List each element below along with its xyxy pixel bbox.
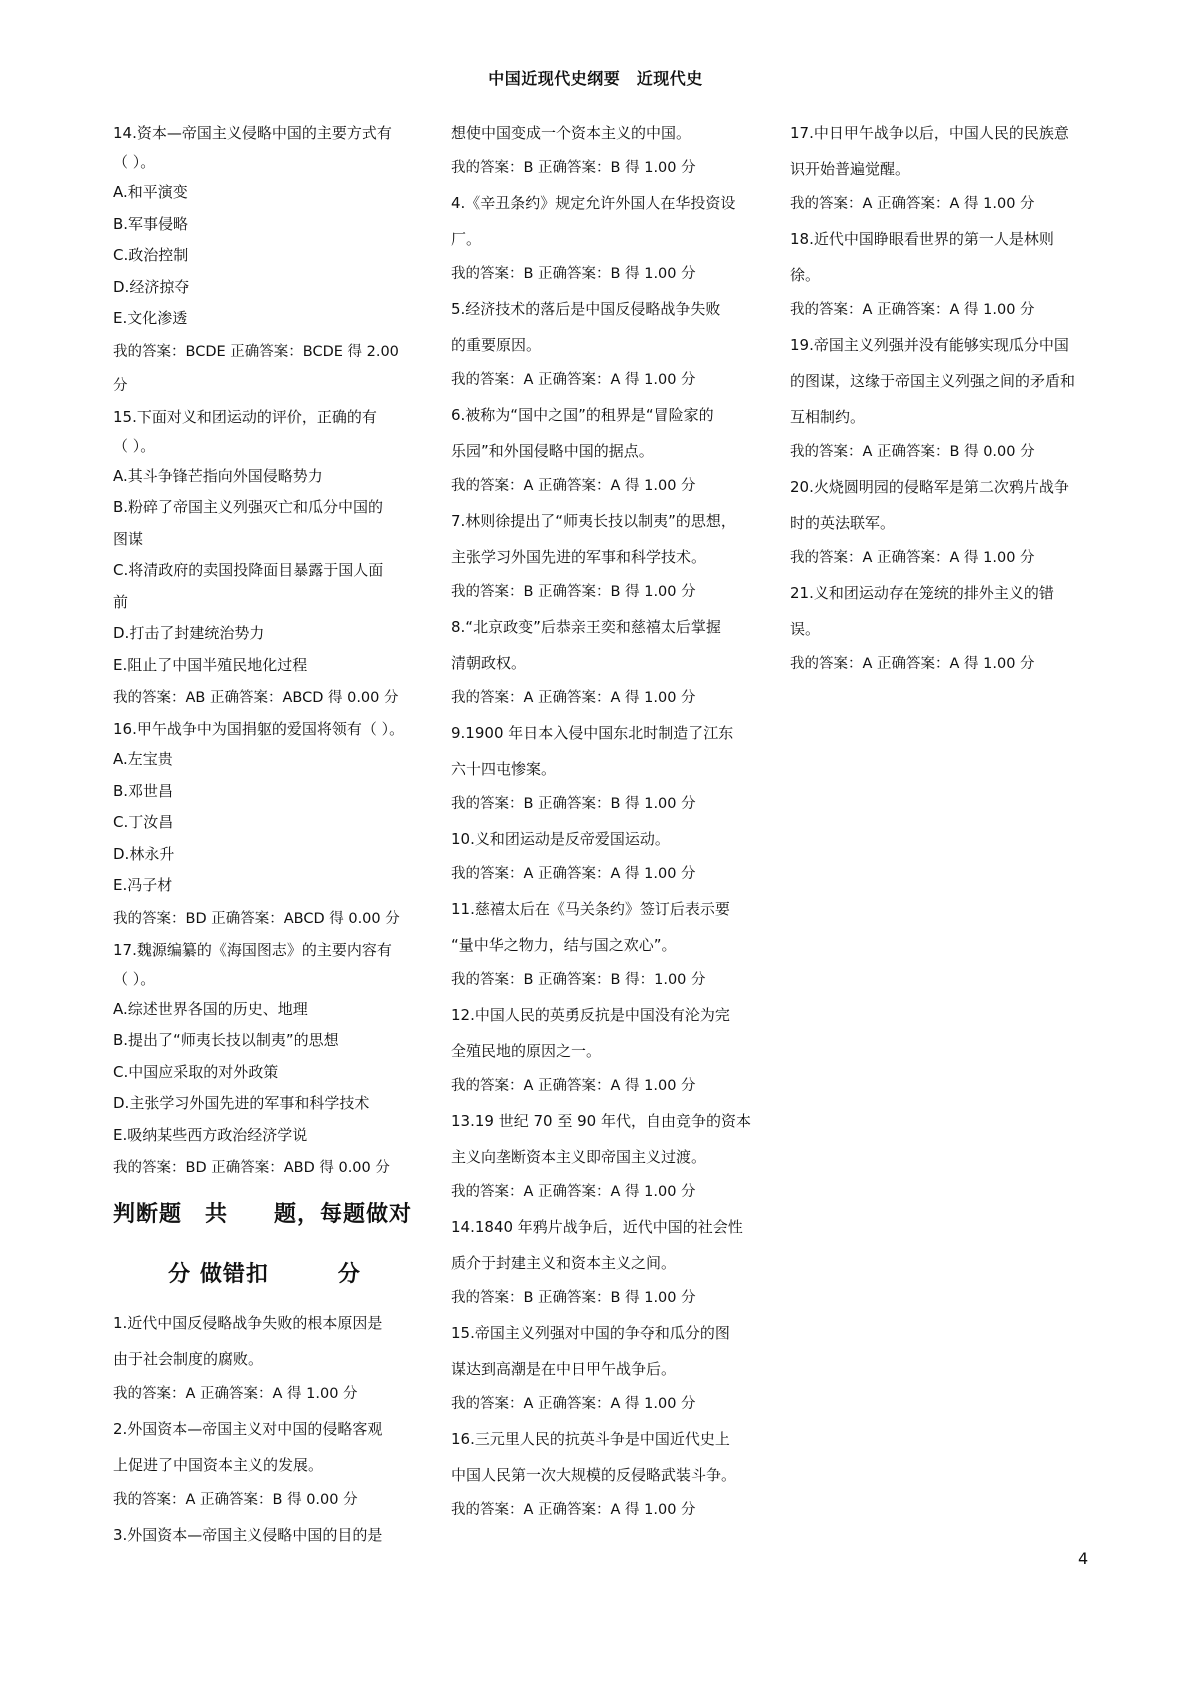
option: C.将清政府的卖国投降面目暴露于国人面 [113, 561, 384, 579]
question-stem: 14.资本—帝国主义侵略中国的主要方式有 [113, 124, 392, 142]
answer-line: 我的答案：A 正确答案：B 得 0.00 分 [790, 444, 1035, 460]
question-text: 19.帝国主义列强并没有能够实现瓜分中国 [790, 336, 1069, 354]
answer-line: 我的答案：A 正确答案：A 得 1.00 分 [451, 1184, 696, 1200]
option: 图谋 [113, 529, 144, 548]
question-text: 6.被称为“国中之国”的租界是“冒险家的 [451, 406, 714, 424]
question-text: 21.义和团运动存在笼统的排外主义的错 [790, 584, 1054, 602]
question-15 [113, 403, 416, 716]
question-text: 18.近代中国睁眼看世界的第一人是林则 [790, 230, 1054, 248]
option: E.吸纳某些西方政治经济学说 [113, 1125, 308, 1144]
question-text: 5.经济技术的落后是中国反侵略战争失败 [451, 300, 721, 318]
page-number: 4 [1078, 1549, 1089, 1568]
judgment-15 [451, 1315, 757, 1421]
question-text: 9.1900 年日本入侵中国东北时制造了江东 [451, 724, 734, 742]
question-text: 清朝政权。 [451, 654, 527, 672]
option: A.左宝贵 [113, 750, 173, 768]
judgment-1 [113, 1305, 416, 1411]
answer-line: 我的答案：B 正确答案：B 得：1.00 分 [451, 972, 706, 988]
question-text: 厂。 [451, 230, 482, 248]
question-text: 8.“北京政变”后恭亲王奕和慈禧太后掌握 [451, 618, 721, 636]
question-text: 16.三元里人民的抗英斗争是中国近代史上 [451, 1430, 730, 1448]
question-text: “量中华之物力，结与国之欢心”。 [451, 936, 677, 954]
answer-line: 我的答案：A 正确答案：A 得 1.00 分 [790, 656, 1035, 672]
option: A.综述世界各国的历史、地理 [113, 999, 308, 1018]
question-text: 质介于封建主义和资本主义之间。 [451, 1254, 677, 1272]
option: A.其斗争锋芒指向外国侵略势力 [113, 466, 323, 485]
option: B.军事侵略 [113, 214, 189, 233]
judgment-12 [451, 997, 757, 1103]
answer-line: 我的答案：A 正确答案：B 得 0.00 分 [113, 1492, 358, 1508]
question-text: 乐园”和外国侵略中国的据点。 [451, 442, 654, 460]
question-text: 11.慈禧太后在《马关条约》签订后表示要 [451, 900, 730, 918]
column-right [790, 124, 1090, 681]
question-text: 20.火烧圆明园的侵略军是第二次鸦片战争 [790, 478, 1069, 496]
option: B.粉碎了帝国主义列强灭亡和瓜分中国的 [113, 498, 384, 516]
option: E.冯子材 [113, 876, 173, 894]
question-text: 上促进了中国资本主义的发展。 [113, 1456, 324, 1474]
judgment-16 [451, 1421, 757, 1527]
judgment-5 [451, 291, 757, 397]
question-text: 中国人民第一次大规模的反侵略武装斗争。 [451, 1466, 737, 1484]
judgment-11 [451, 891, 757, 997]
answer-line: 我的答案：A 正确答案：A 得 1.00 分 [790, 302, 1035, 318]
answer-line: 我的答案：AB 正确答案：ABCD 得 0.00 分 [113, 690, 399, 706]
judgment-13 [451, 1103, 757, 1209]
question-text: 谋达到高潮是在中日甲午战争后。 [451, 1360, 677, 1378]
judgment-6 [451, 397, 757, 503]
question-stem: （ ）。 [113, 153, 156, 171]
judgment-19 [790, 327, 1090, 469]
answer-line: 我的答案：A 正确答案：A 得 1.00 分 [451, 1502, 696, 1518]
question-text: 4.《辛丑条约》规定允许外国人在华投资设 [451, 194, 736, 212]
question-stem: （ ）。 [113, 436, 156, 455]
column-middle [451, 124, 757, 1527]
question-text: 全殖民地的原因之一。 [451, 1042, 602, 1060]
answer-line: 我的答案：B 正确答案：B 得 1.00 分 [451, 584, 696, 600]
option: D.主张学习外国先进的军事和科学技术 [113, 1094, 370, 1112]
question-text: 13.19 世纪 70 至 90 年代，自由竞争的资本 [451, 1112, 751, 1130]
column-left [113, 119, 416, 1553]
judgment-3-cont [451, 115, 757, 185]
question-text: 2.外国资本—帝国主义对中国的侵略客观 [113, 1420, 383, 1438]
question-17 [113, 936, 416, 1186]
answer-line: 分 [113, 377, 128, 394]
question-text: 14.1840 年鸦片战争后，近代中国的社会性 [451, 1218, 743, 1236]
section-title-line: 分 做错扣 分 [168, 1262, 361, 1287]
question-16 [113, 715, 416, 936]
question-stem: 17.魏源编纂的《海国图志》的主要内容有 [113, 940, 392, 959]
question-text: 12.中国人民的英勇反抗是中国没有沦为完 [451, 1006, 730, 1024]
question-14 [113, 119, 416, 403]
question-text: 主义向垄断资本主义即帝国主义过渡。 [451, 1148, 707, 1166]
option: D.打击了封建统治势力 [113, 624, 265, 642]
option: C.政治控制 [113, 246, 189, 264]
judgment-20 [790, 469, 1090, 575]
option: E.文化渗透 [113, 309, 188, 327]
judgment-4 [451, 185, 757, 291]
judgment-17 [790, 115, 1090, 221]
option: D.经济掠夺 [113, 277, 190, 296]
answer-line: 我的答案：B 正确答案：B 得 1.00 分 [451, 796, 696, 812]
question-text: 徐。 [790, 266, 821, 284]
option: C.中国应采取的对外政策 [113, 1062, 279, 1081]
answer-line: 我的答案：A 正确答案：A 得 1.00 分 [790, 550, 1035, 566]
judgment-7 [451, 503, 757, 609]
question-text: 1.近代中国反侵略战争失败的根本原因是 [113, 1314, 383, 1332]
judgment-14 [451, 1209, 757, 1315]
question-text: 想使中国变成一个资本主义的中国。 [451, 124, 692, 142]
answer-line: 我的答案：A 正确答案：A 得 1.00 分 [790, 196, 1035, 212]
question-text: 误。 [790, 620, 821, 638]
question-stem: （ ）。 [113, 969, 156, 988]
page-header: 中国近现代史纲要 近现代史 [488, 69, 703, 88]
question-text: 互相制约。 [790, 408, 866, 426]
question-text: 15.帝国主义列强对中国的争夺和瓜分的图 [451, 1324, 730, 1342]
section-title-line: 判断题 共 题，每题做对 [113, 1202, 413, 1227]
judgment-8 [451, 609, 757, 715]
question-text: 的图谋，这缘于帝国主义列强之间的矛盾和 [790, 372, 1076, 390]
answer-line: 我的答案：A 正确答案：A 得 1.00 分 [451, 1078, 696, 1094]
judgment-10 [451, 821, 757, 891]
option: D.林永升 [113, 844, 175, 863]
question-text: 3.外国资本—帝国主义侵略中国的目的是 [113, 1526, 383, 1544]
answer-line: 我的答案：B 正确答案：B 得 1.00 分 [451, 160, 696, 176]
question-text: 主张学习外国先进的军事和科学技术。 [451, 548, 707, 566]
answer-line: 我的答案：A 正确答案：A 得 1.00 分 [451, 1396, 696, 1412]
answer-line: 我的答案：B 正确答案：B 得 1.00 分 [451, 1290, 696, 1306]
question-text: 的重要原因。 [451, 336, 542, 354]
question-text: 时的英法联军。 [790, 514, 896, 532]
answer-line: 我的答案：A 正确答案：A 得 1.00 分 [451, 690, 696, 706]
answer-line: 我的答案：A 正确答案：A 得 1.00 分 [451, 866, 696, 882]
question-text: 六十四屯惨案。 [451, 760, 557, 778]
answer-line: 我的答案：BD 正确答案：ABCD 得 0.00 分 [113, 910, 400, 927]
option: 前 [113, 592, 129, 611]
judgment-9 [451, 715, 757, 821]
judgment-3 [113, 1517, 416, 1553]
option: E.阻止了中国半殖民地化过程 [113, 655, 308, 674]
answer-line: 我的答案：A 正确答案：A 得 1.00 分 [451, 372, 696, 388]
answer-line: 我的答案：B 正确答案：B 得 1.00 分 [451, 266, 696, 282]
section-heading [113, 1185, 416, 1305]
answer-line: 我的答案：A 正确答案：A 得 1.00 分 [113, 1386, 358, 1402]
question-stem: 16.甲午战争中为国捐躯的爱国将领有（ ）。 [113, 720, 405, 738]
answer-line: 我的答案：BD 正确答案：ABD 得 0.00 分 [113, 1160, 390, 1176]
judgment-18 [790, 221, 1090, 327]
question-text: 10.义和团运动是反帝爱国运动。 [451, 830, 670, 848]
option: C.丁汝昌 [113, 813, 174, 831]
question-stem: 15.下面对义和团运动的评价，正确的有 [113, 407, 377, 426]
question-text: 7.林则徐提出了“师夷长技以制夷”的思想， [451, 512, 736, 530]
judgment-21 [790, 575, 1090, 681]
option: B.邓世昌 [113, 781, 174, 800]
question-text: 17.中日甲午战争以后，中国人民的民族意 [790, 124, 1069, 142]
question-text: 识开始普遍觉醒。 [790, 160, 911, 178]
answer-line: 我的答案：A 正确答案：A 得 1.00 分 [451, 478, 696, 494]
option: B.提出了“师夷长技以制夷”的思想 [113, 1031, 339, 1049]
question-text: 由于社会制度的腐败。 [113, 1350, 264, 1368]
judgment-2 [113, 1411, 416, 1517]
option: A.和平演变 [113, 183, 188, 201]
answer-line: 我的答案：BCDE 正确答案：BCDE 得 2.00 [113, 343, 399, 360]
